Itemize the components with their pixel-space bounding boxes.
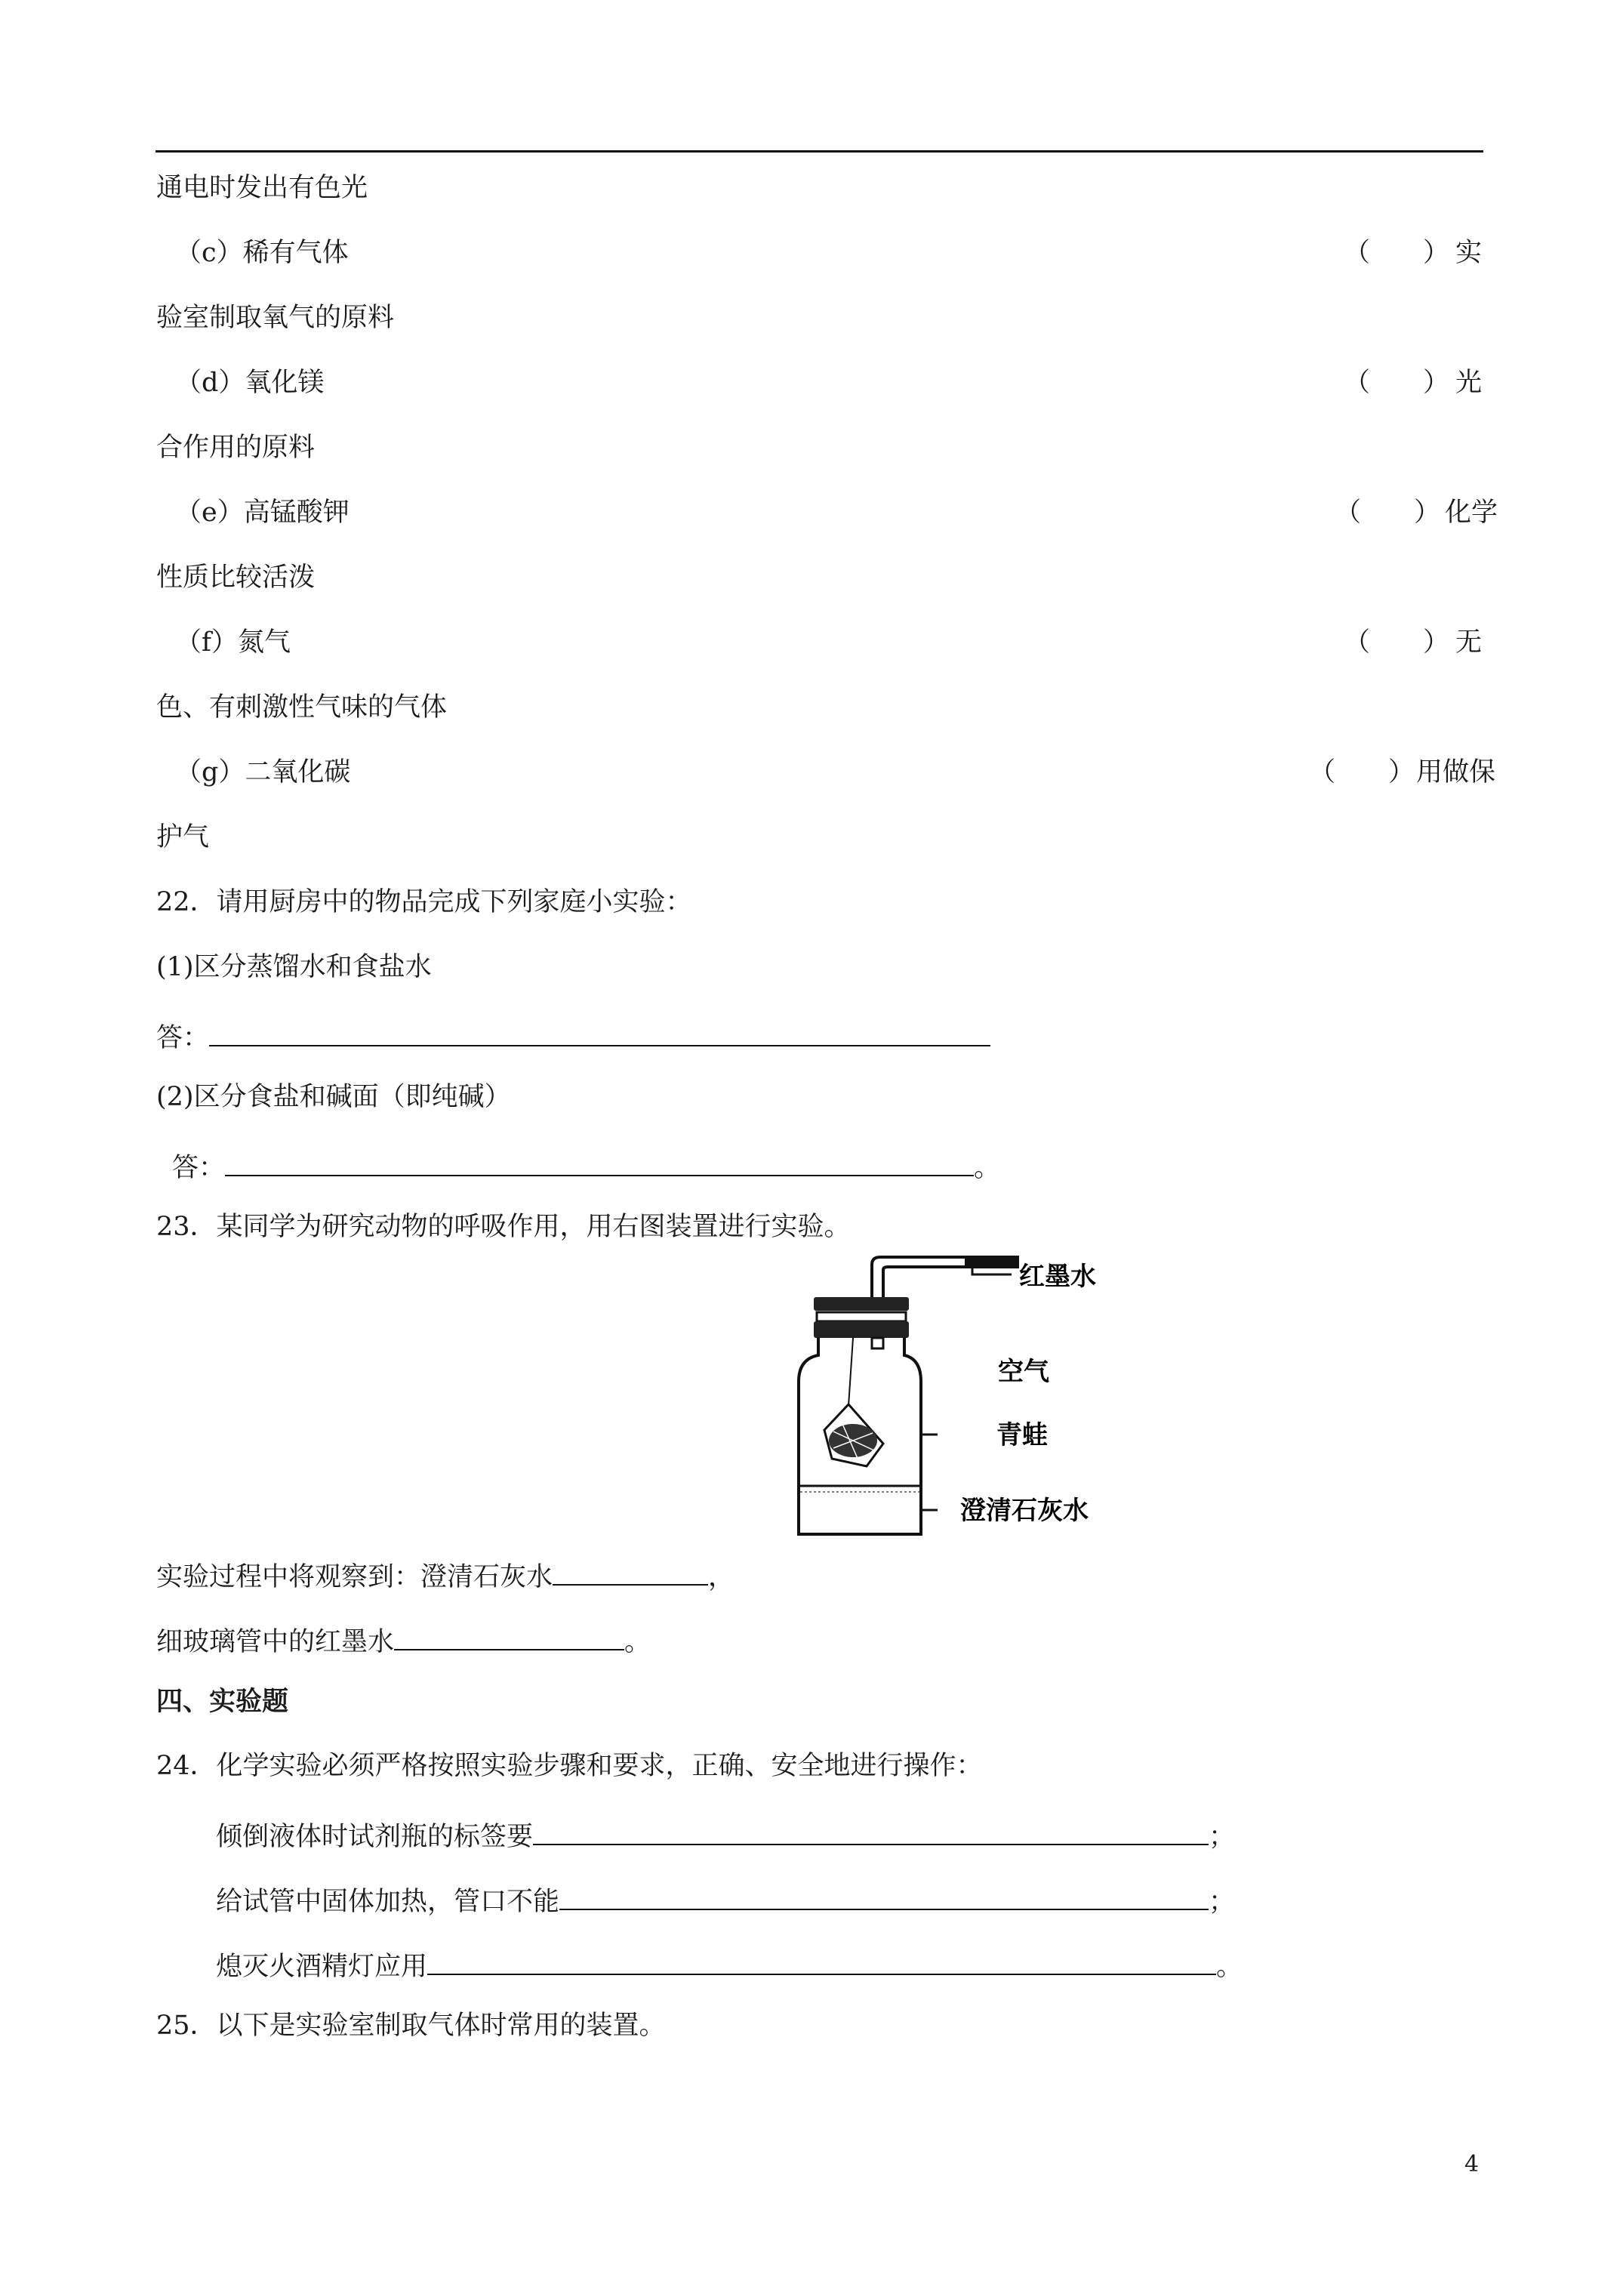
q23-line2 [156, 1623, 651, 1656]
q24-line2-text: 给试管中固体加热，管口不能 [216, 1887, 560, 1917]
q24-stem: 24．化学实验必须严格按照实验步骤和要求，正确、安全地进行操作： [156, 1751, 983, 1781]
matching-item-f-tail: 无 [1455, 627, 1483, 658]
q23-line1 [156, 1558, 735, 1591]
q23-line1-blank[interactable] [553, 1558, 708, 1586]
q22-stem: 22．请用厨房中的物品完成下列家庭小实验： [156, 887, 692, 917]
q24-line2-blank[interactable] [559, 1883, 1209, 1910]
matching-item-g-paren: （ ） [1309, 757, 1415, 787]
matching-item-c-tail: 实 [1455, 238, 1483, 268]
q22-sub1: (1)区分蒸馏水和食盐水 [156, 952, 432, 982]
matching-item-c-paren: （ ） [1344, 238, 1450, 268]
q24-line2 [216, 1883, 1235, 1915]
stopper-top [814, 1297, 909, 1311]
q24-line3-blank[interactable] [427, 1948, 1216, 1975]
label-air: 空气 [998, 1357, 1049, 1387]
q24-line2-end: ； [1209, 1887, 1236, 1917]
q24-line3-end: 。 [1216, 1952, 1243, 1982]
matching-item-g-label: （g）二氧化碳 [175, 757, 351, 787]
q22-answer2-line [172, 1149, 1000, 1182]
q23-line1-end: ， [708, 1562, 735, 1592]
section-4-title: 四、实验题 [156, 1686, 289, 1717]
q23-line2-blank[interactable] [394, 1623, 624, 1650]
q22-answer1-label: 答： [156, 1023, 210, 1053]
page-number: 4 [1464, 2151, 1480, 2177]
matching-item-d-tail: 光 [1455, 368, 1483, 398]
matching-item-d-paren: （ ） [1344, 368, 1450, 398]
q22-answer2-blank[interactable] [225, 1149, 974, 1176]
frog-respiration-apparatus-figure [770, 1246, 1132, 1548]
q23-line1-text: 实验过程中将观察到：澄清石灰水 [156, 1562, 553, 1592]
q22-sub2: (2)区分食盐和碱面（即纯碱） [156, 1082, 511, 1112]
q23-stem: 23．某同学为研究动物的呼吸作用，用右图装置进行实验。 [156, 1212, 851, 1242]
matching-item-f-label: （f）氮气 [175, 627, 291, 658]
q24-line1-text: 倾倒液体时试剂瓶的标签要 [216, 1822, 534, 1852]
label-limewater: 澄清石灰水 [960, 1496, 1089, 1526]
q23-line2-text: 细玻璃管中的红墨水 [156, 1627, 395, 1657]
suspension-string [848, 1338, 853, 1406]
matching-item-f-cont: 色、有刺激性气味的气体 [156, 692, 448, 723]
glass-tube-inner [883, 1267, 1019, 1297]
matching-item-e-cont: 性质比较活泼 [156, 562, 316, 593]
header-rule [156, 150, 1483, 153]
matching-item-g-tail: 用做保 [1416, 757, 1496, 787]
q22-answer2-end: 。 [974, 1153, 1001, 1183]
matching-item-e-label: （e）高锰酸钾 [175, 498, 350, 528]
q24-line3-text: 熄灭火酒精灯应用 [216, 1952, 428, 1982]
q24-line1 [216, 1818, 1235, 1851]
glass-tube-inside [872, 1338, 883, 1348]
q24-line3 [216, 1948, 1243, 1980]
matching-item-c-cont: 验室制取氧气的原料 [156, 303, 395, 333]
label-frog: 青蛙 [996, 1420, 1048, 1450]
matching-item-d-cont: 合作用的原料 [156, 433, 316, 463]
stopper-mid [817, 1312, 906, 1321]
q25-stem: 25．以下是实验室制取气体时常用的装置。 [156, 2011, 666, 2041]
q22-answer1-line [156, 1019, 990, 1052]
matching-item-e-paren: （ ） [1335, 498, 1441, 528]
matching-item-f-paren: （ ） [1344, 627, 1450, 658]
q24-line1-end: ； [1209, 1822, 1236, 1852]
q22-answer2-label: 答： [172, 1153, 226, 1183]
q22-answer1-blank[interactable] [209, 1019, 990, 1046]
label-red-ink: 红墨水 [1019, 1262, 1096, 1292]
matching-item-c-label: （c）稀有气体 [175, 238, 349, 268]
q24-line1-blank[interactable] [533, 1818, 1209, 1845]
q23-line2-end: 。 [624, 1627, 651, 1657]
matching-item-g-cont: 护气 [156, 822, 210, 852]
matching-item-d-label: （d）氧化镁 [175, 368, 325, 398]
stopper-bottom [814, 1321, 909, 1338]
red-ink-droplet [965, 1258, 1019, 1266]
matching-line0: 通电时发出有色光 [156, 173, 368, 203]
matching-item-e-tail: 化学 [1445, 498, 1498, 528]
